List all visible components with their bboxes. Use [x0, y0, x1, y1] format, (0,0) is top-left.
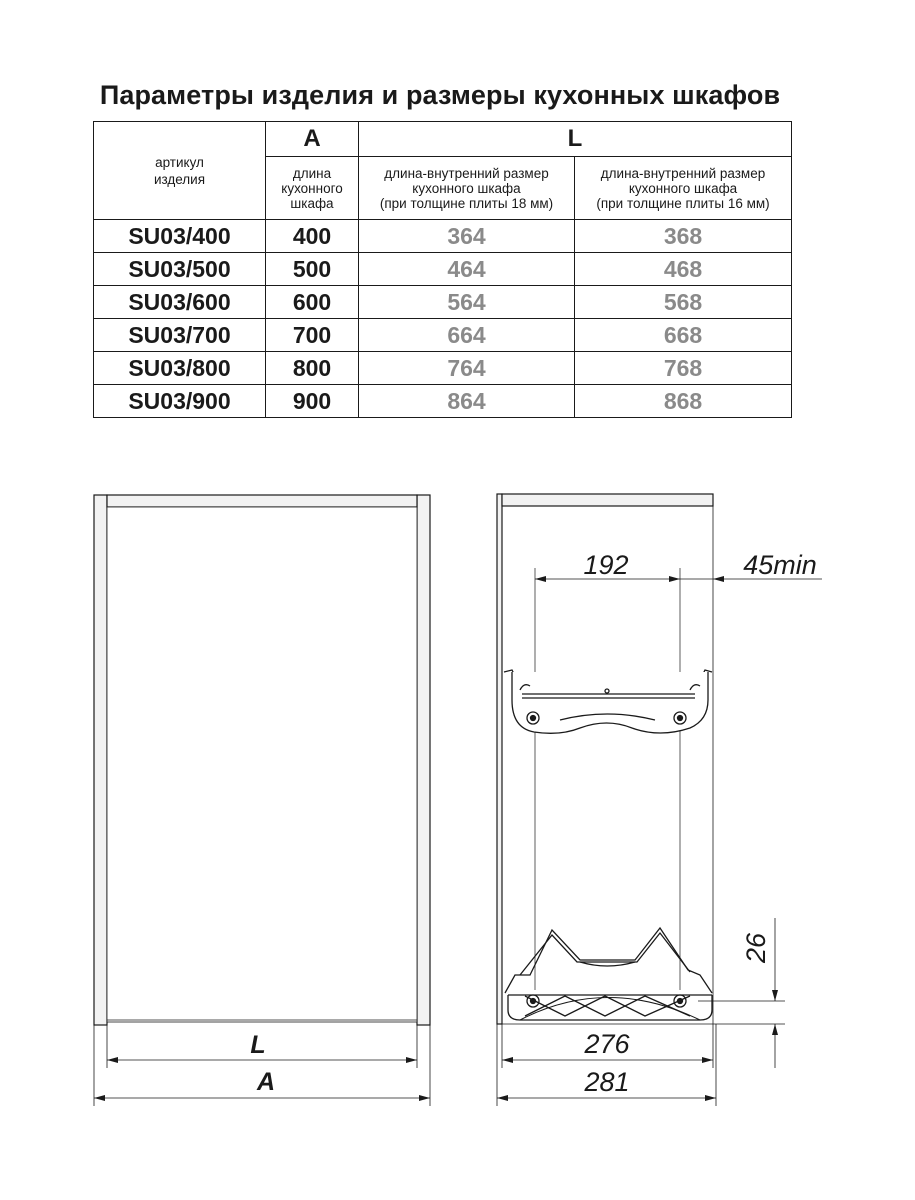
lower-basket: [505, 928, 712, 1020]
length-a-cell: 700: [266, 319, 359, 352]
column-a-header: A: [266, 122, 359, 157]
sku-cell: SU03/700: [94, 319, 266, 352]
dimension-label-a: A: [256, 1068, 276, 1096]
sku-cell: SU03/800: [94, 352, 266, 385]
sku-cell: SU03/500: [94, 253, 266, 286]
inner-18-cell: 664: [359, 319, 575, 352]
inner-18-cell: 564: [359, 286, 575, 319]
side-back-panel: [497, 494, 502, 1024]
dimension-label-281: 281: [584, 1067, 630, 1097]
inner-16-cell: 468: [575, 253, 792, 286]
inner-18-cell: 364: [359, 220, 575, 253]
inner-16-header-line: длина-внутренний размер: [600, 165, 766, 181]
inner-16-cell: 868: [575, 385, 792, 418]
basket-guide-lines: [535, 568, 680, 990]
upper-basket: [504, 670, 712, 733]
length-header-line: длина: [292, 165, 332, 181]
dimension-label-276: 276: [584, 1029, 630, 1059]
cabinet-left-panel: [94, 495, 107, 1025]
inner-16-cell: 668: [575, 319, 792, 352]
length-a-cell: 800: [266, 352, 359, 385]
dimension-label-26: 26: [741, 932, 771, 964]
inner-18-cell: 764: [359, 352, 575, 385]
inner-16-cell: 368: [575, 220, 792, 253]
sku-cell: SU03/900: [94, 385, 266, 418]
inner-18-cell: 464: [359, 253, 575, 286]
front-view-cabinet: [94, 495, 430, 1025]
page-title: Параметры изделия и размеры кухонных шкафов: [99, 80, 781, 110]
cabinet-inner-space: [107, 507, 417, 1022]
inner-18-header-line: кухонного шкафа: [412, 180, 521, 196]
dimension-label-45min: 45min: [743, 550, 817, 580]
inner-18-header-line: длина-внутренний размер: [384, 165, 549, 181]
inner-16-header-line: (при толщине плиты 16 мм): [596, 195, 770, 211]
inner-16-cell: 568: [575, 286, 792, 319]
sku-cell: SU03/400: [94, 220, 266, 253]
length-header-line: шкафа: [290, 195, 334, 211]
inner-16-header-line: кухонного шкафа: [628, 180, 738, 196]
sku-cell: SU03/600: [94, 286, 266, 319]
inner-16-cell: 768: [575, 352, 792, 385]
inner-18-cell: 864: [359, 385, 575, 418]
length-a-cell: 600: [266, 286, 359, 319]
cabinet-top-panel: [107, 495, 417, 507]
article-header-line: изделия: [153, 171, 206, 187]
length-a-cell: 400: [266, 220, 359, 253]
length-a-cell: 500: [266, 253, 359, 286]
side-view-dimensions: [497, 579, 822, 1106]
length-header-line: кухонного: [281, 180, 343, 196]
side-top-panel: [502, 494, 713, 506]
column-l-header: L: [359, 122, 792, 157]
length-a-cell: 900: [266, 385, 359, 418]
article-header-line: артикул: [155, 154, 204, 170]
inner-18-header-line: (при толщине плиты 18 мм): [379, 195, 554, 211]
dimension-label-l: L: [250, 1031, 266, 1059]
dimension-label-192: 192: [583, 550, 629, 580]
cabinet-right-panel: [417, 495, 430, 1025]
